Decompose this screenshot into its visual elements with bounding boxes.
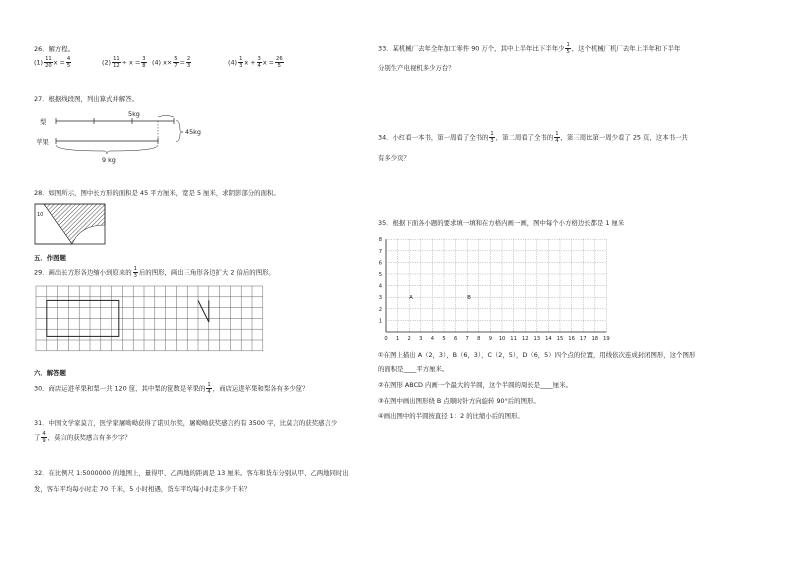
- q35-y-tick: 6: [378, 260, 382, 267]
- q26-eq2: (2) $\frac{11}{12}$ ÷ x = $\frac{3}{8}$: [102, 56, 146, 69]
- q27-line-diagram: [34, 108, 204, 168]
- q29-grid: [36, 286, 268, 358]
- section-5-title: 五．作图题: [34, 254, 66, 262]
- q26-eq1: (1) $\frac{11}{20}$ x = $\frac{4}{5}$: [34, 56, 71, 69]
- q27-label-9kg: 9 kg: [102, 156, 116, 164]
- q35-x-tick: 15: [556, 336, 564, 342]
- q35-x-tick: 2: [407, 336, 411, 342]
- q35-x-tick: 11: [510, 336, 517, 342]
- q28-title: 28．如图所示，图中长方形的面积是 45 平方厘米，宽是 5 厘米，求阴影部分的面积。: [34, 189, 280, 197]
- q26-eq3: (4) x× $\frac{5}{7}$ = $\frac{2}{3}$: [152, 56, 191, 69]
- q28-shaded-figure: [34, 203, 108, 247]
- q27-label-45kg: 45kg: [185, 128, 201, 136]
- q35-x-tick: 19: [603, 336, 610, 342]
- q27-title: 27．根据线段图，列出算式并解答。: [34, 95, 138, 103]
- q32-line2: 发，客车平均每小时走 70 千米，5 小时相遇，货车平均每小时走多少千米？: [34, 485, 251, 493]
- q35-y-tick: 7: [378, 248, 382, 255]
- q28-corner-label: 10: [37, 212, 44, 218]
- q34-line2: 有多少页？: [378, 154, 410, 162]
- q34-line1: 34．小红看一本书，第一周看了全书的 $\frac{1}{3}$ ，第二周看了全书的 $\frac{1}{4}$ ，第三周比第一周少看了 25 页，这本书一共: [378, 131, 688, 144]
- q35-x-tick: 10: [498, 336, 506, 342]
- q29-text: 29．画出长方形各边缩小到原来的 $\frac{1}{3}$ 后的图形，画出三角形各边扩大 2 倍后的图形。: [34, 266, 275, 279]
- q35-y-tick: 3: [378, 295, 382, 302]
- q35-title: 35．根据下面各小题的要求填一填和在方格内画一画，图中每个小方格边长都是 1 厘米: [378, 219, 625, 227]
- q35-x-tick: 1: [395, 336, 400, 342]
- q27-label-5kg: 5kg: [128, 110, 140, 118]
- q27-label-apple: 苹果: [36, 138, 49, 146]
- q35-x-tick: 16: [568, 336, 575, 342]
- q35-sub3: ③在图中画出图形绕 B 点顺时针方向旋转 90°后的图形。: [378, 397, 540, 405]
- q35-x-tick: 14: [545, 336, 552, 342]
- q35-coordinate-grid: [376, 232, 636, 344]
- q35-y-tick: 8: [378, 237, 382, 244]
- q31-line1: 31．中国文学家莫言，医学家屠呦呦获得了诺贝尔奖，屠呦呦获奖感言约有 3500 字，比莫言的获奖感言少: [34, 419, 338, 427]
- q35-x-tick: 0: [384, 336, 388, 342]
- q35-point-a: A: [409, 295, 413, 302]
- q35-y-tick: 1: [378, 318, 382, 325]
- q35-x-tick: 5: [442, 336, 446, 342]
- q35-x-tick: 7: [465, 336, 469, 342]
- q35-x-tick: 9: [488, 336, 493, 342]
- q33-line1: 33．某机械厂去年全年加工零件 90 万个，其中上半年比下半年少 $\frac{1}{5}$ ，这个机械厂机厂去年上半年和下半年: [378, 42, 681, 55]
- q26-eq4: (4) $\frac{1}{3}$ x + $\frac{3}{4}$ x = $\frac{26}{5}$: [228, 56, 283, 69]
- q26-eq1-frac: $\frac{11}{20}$: [45, 56, 52, 69]
- q27-label-pear: 梨: [40, 118, 47, 126]
- q35-x-tick: 6: [453, 336, 458, 342]
- q35-sub1b: 的面积是____平方厘米。: [378, 365, 449, 373]
- q33-line2: 分别生产电视机多少万台？: [378, 64, 455, 72]
- q35-x-tick: 12: [521, 336, 529, 342]
- q26-title: 26．解方程。: [34, 45, 75, 53]
- q35-y-tick: 4: [378, 283, 382, 290]
- q35-x-tick: 3: [419, 336, 423, 342]
- q35-point-b: B: [467, 295, 471, 302]
- q35-y-tick: 2: [378, 306, 382, 313]
- section-6-title: 六．解答题: [34, 369, 66, 377]
- q35-x-tick: 13: [533, 336, 541, 342]
- q31-line2: 了 $\frac{4}{9}$ ，莫言的获奖感言有多少字？: [34, 431, 131, 444]
- q35-sub2: ②在图形 ABCD 内画一个最大的半圆，这个半圆的周长是____厘米。: [378, 381, 572, 389]
- q35-sub4: ④画出图中的半圆按直径 1：2 的比缩小后的图形。: [378, 412, 524, 420]
- q35-x-tick: 17: [579, 336, 587, 342]
- q30-text: 30．商店运进苹果和梨一共 120 筐，其中梨的筐数是苹果的 $\frac{1}{4}$ ，商店运进苹果和梨各有多少筐？: [34, 382, 309, 395]
- q35-x-tick: 4: [430, 336, 435, 342]
- q35-x-tick: 18: [591, 336, 599, 342]
- q35-sub1: ①在图上描出 A（2，3），B（6，3），C（2，5），D（6，5）四个点的位置，用线依次连成封闭图形，这个图形: [378, 351, 696, 359]
- q26-eq1-label: (1): [34, 58, 44, 67]
- q35-y-tick: 5: [378, 272, 382, 278]
- q35-x-tick: 8: [477, 336, 481, 342]
- q32-line1: 32．在比例尺 1:5000000 的地图上，量得甲、乙两地的距离是 13 厘米。客车和货车分别从甲、乙两地同时出: [34, 469, 349, 477]
